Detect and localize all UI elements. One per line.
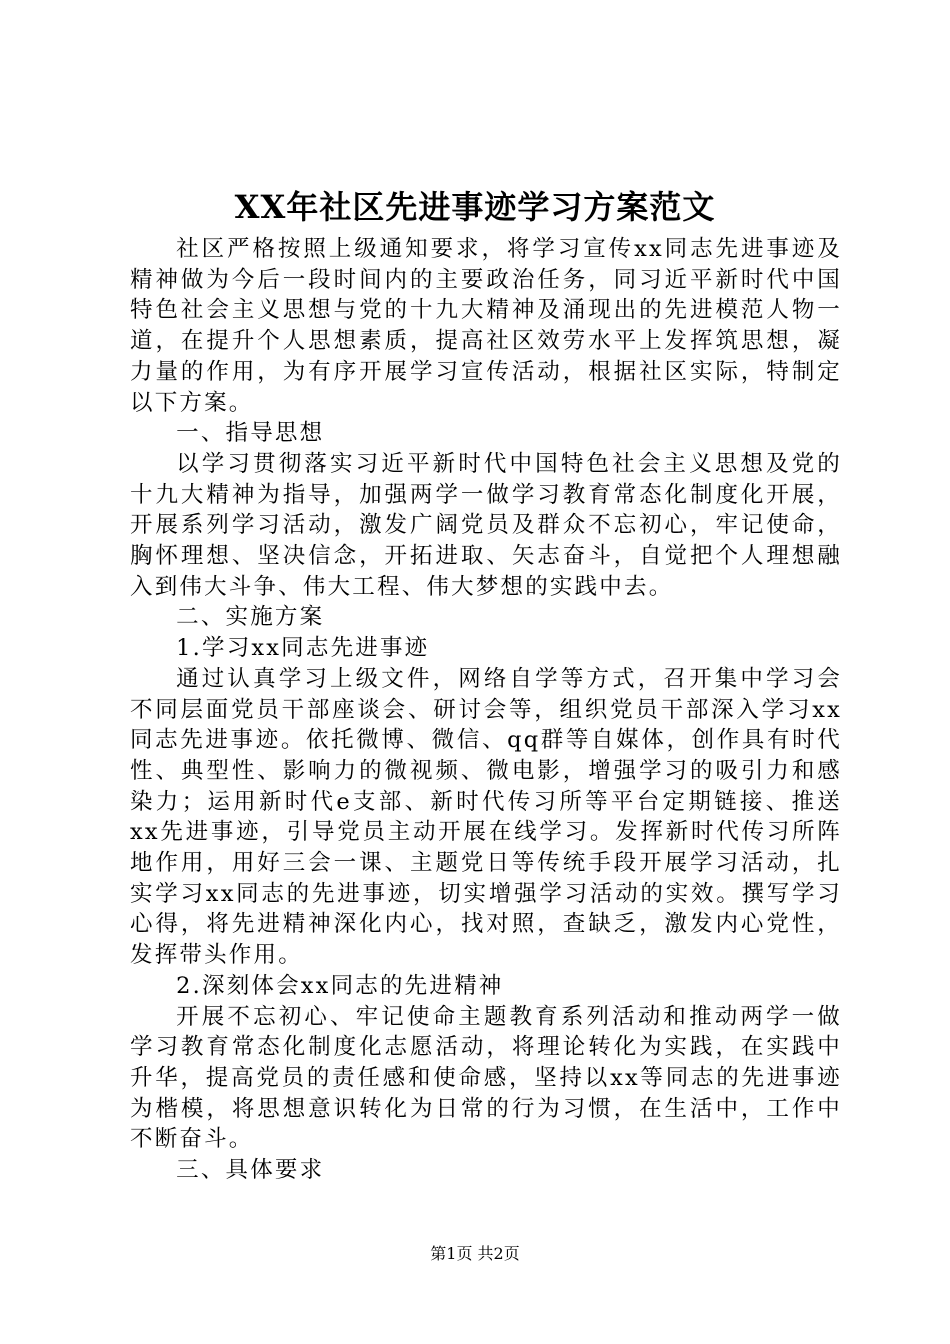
subsection-heading-understand-spirit: 2.深刻体会xx同志的先进精神 bbox=[176, 972, 504, 999]
understand-spirit-paragraph: 开展不忘初心、牢记使命主题教育系列活动和推动两学一做学习教育常态化制度化志愿活动，将理论转化为实践，在实践中升华，提高党员的责任感和使命感，坚持以xx等同志的先进事迹为楷模，将思想意识转化为日常的行为习惯，在生活中，工作中不断奋斗。 bbox=[130, 1003, 842, 1153]
section-heading-implementation-plan: 二、实施方案 bbox=[176, 604, 325, 631]
section-heading-specific-requirements: 三、具体要求 bbox=[176, 1157, 325, 1184]
subsection-heading-study-deeds: 1.学习xx同志先进事迹 bbox=[176, 635, 430, 662]
study-deeds-paragraph: 通过认真学习上级文件，网络自学等方式，召开集中学习会不同层面党员干部座谈会、研讨会等，组织党员干部深入学习xx同志先进事迹。依托微博、微信、qq群等自媒体，创作具有时代性、典型性、影响力的微视频、微电影，增强学习的吸引力和感染力；运用新时代e支部、新时代传习所等平台定期链接、推送xx先进事迹，引导党员主动开展在线学习。发挥新时代传习所阵地作用，用好三会一课、主题党日等传统手段开展学习活动，扎实学习xx同志的先进事迹，切实增强学习活动的实效。撰写学习心得，将先进精神深化内心，找对照，查缺乏，激发内心党性，发挥带头作用。 bbox=[130, 665, 842, 969]
document-body bbox=[130, 234, 842, 1186]
section-heading-guiding-ideology: 一、指导思想 bbox=[176, 420, 325, 447]
guiding-ideology-paragraph: 以学习贯彻落实习近平新时代中国特色社会主义思想及党的十九大精神为指导，加强两学一做学习教育常态化制度化开展，开展系列学习活动，激发广阔党员及群众不忘初心，牢记使命，胸怀理想、坚决信念，开拓进取、矢志奋斗，自觉把个人理想融入到伟大斗争、伟大工程、伟大梦想的实践中去。 bbox=[130, 450, 842, 600]
page-footer: 第1页 共2页 bbox=[430, 1244, 520, 1263]
intro-paragraph: 社区严格按照上级通知要求，将学习宣传xx同志先进事迹及精神做为今后一段时间内的主要政治任务，同习近平新时代中国特色社会主义思想与党的十九大精神及涌现出的先进模范人物一道，在提升个人思想素质，提高社区效劳水平上发挥筑思想，凝力量的作用，为有序开展学习宣传活动，根据社区实际，特制定以下方案。 bbox=[130, 236, 842, 416]
document-title: XX年社区先进事迹学习方案范文 bbox=[234, 188, 716, 226]
